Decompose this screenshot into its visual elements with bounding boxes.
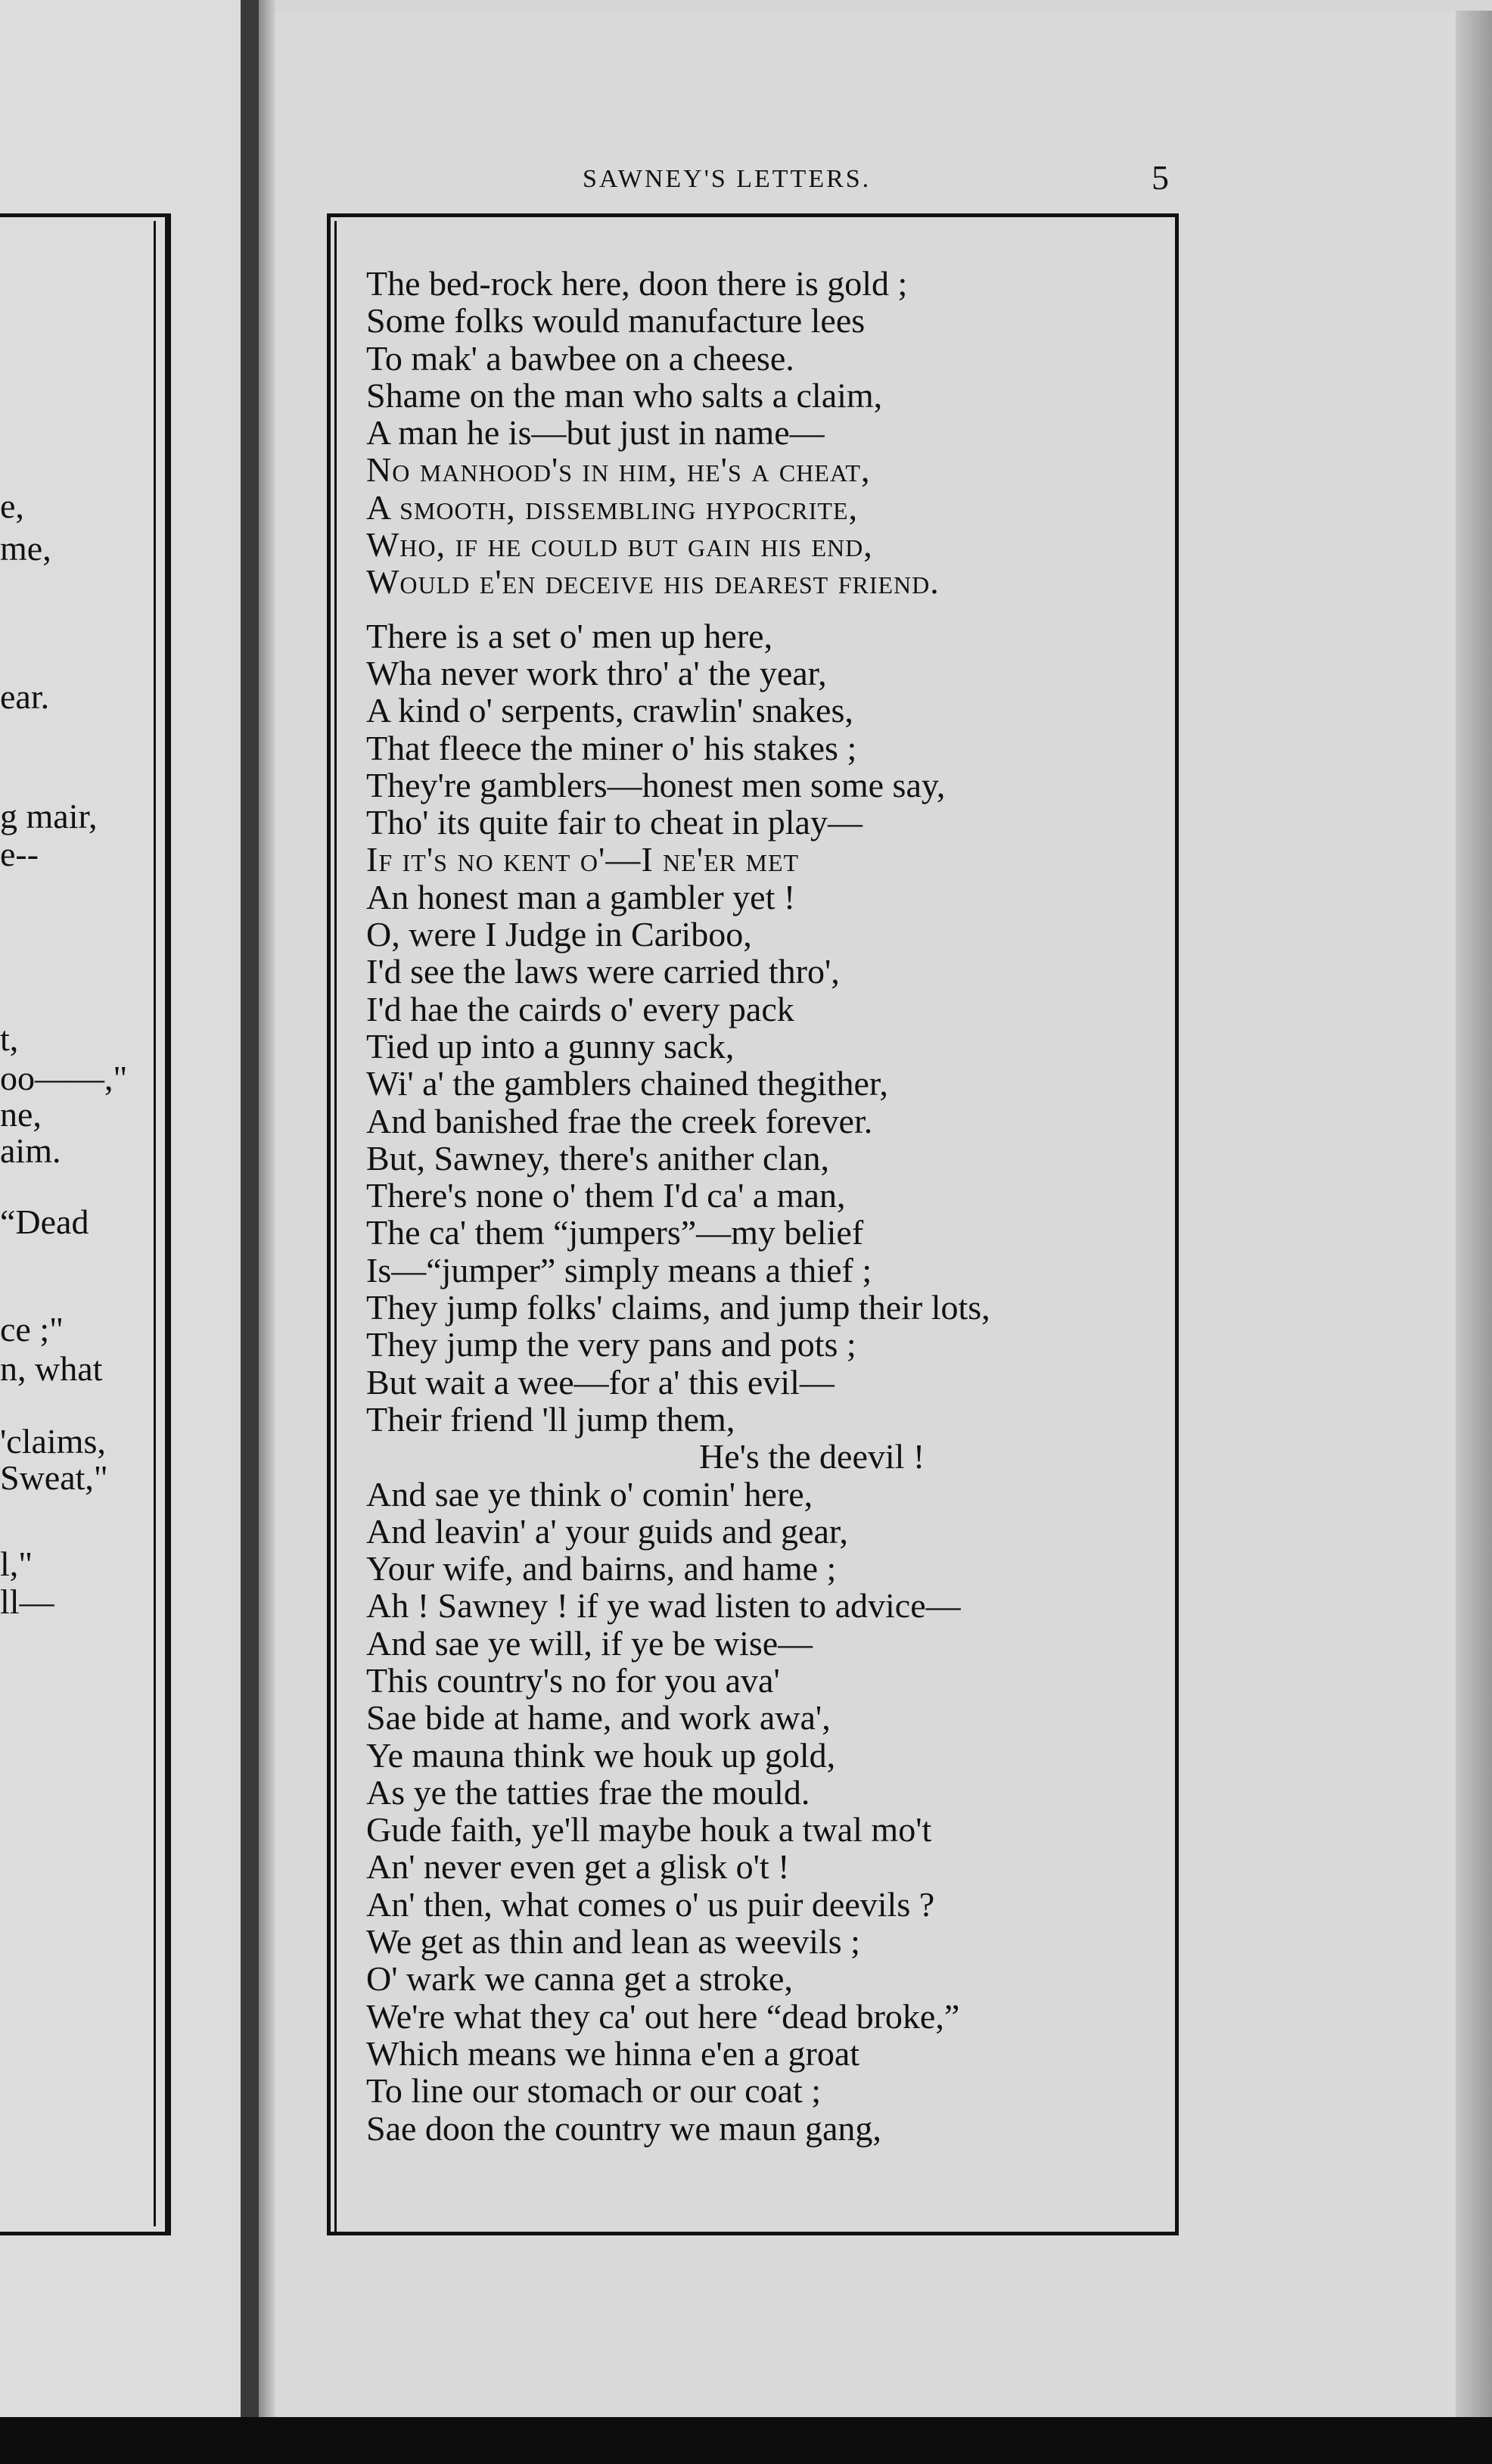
stanza <box>366 618 1168 2147</box>
poem-line: I'd hae the cairds o' every pack <box>366 989 794 1028</box>
left-page-fragment: ll— <box>0 1582 54 1621</box>
book-gutter <box>241 0 259 2417</box>
poem-line: Tho' its quite fair to cheat in play— <box>366 803 863 842</box>
poem-line: But wait a wee—for a' this evil— <box>366 1362 835 1402</box>
left-page-fragment: l," <box>0 1545 33 1583</box>
poem-line: Is—“jumper” simply means a thief ; <box>366 1250 872 1290</box>
poem-line: The ca' them “jumpers”—my belief <box>366 1213 864 1252</box>
poem-line: Ah ! Sawney ! if ye wad listen to advice— <box>366 1586 961 1626</box>
poem-line: Your wife, and bairns, and hame ; <box>366 1549 837 1588</box>
poem-line: Which means we hinna e'en a groat <box>366 2033 860 2073</box>
stanza <box>366 265 1168 601</box>
left-page-fragment: g mair, <box>0 797 98 835</box>
poem-line: An honest man a gambler yet ! <box>366 877 796 916</box>
poem-line: We get as thin and lean as weevils ; <box>366 1922 860 1962</box>
poem-line: And leavin' a' your guids and gear, <box>366 1511 848 1551</box>
left-page <box>0 0 244 2417</box>
poem-line: Sae doon the country we maun gang, <box>366 2108 881 2148</box>
poem-line: I'd see the laws were carried thro', <box>366 952 840 991</box>
poem-line: An' then, what comes o' us puir deevils ? <box>366 1884 935 1924</box>
page-edge <box>1456 11 1492 2417</box>
gutter-shadow <box>259 0 275 2417</box>
page-number: 5 <box>1152 158 1169 197</box>
poem-line: Some folks would manufacture lees <box>366 301 866 341</box>
left-page-fragment: 'claims, <box>0 1422 106 1461</box>
running-head: SAWNEY'S LETTERS. <box>583 165 872 193</box>
poem-line: A smooth, dissembling hypocrite, <box>366 487 858 527</box>
poem-line: Wha never work thro' a' the year, <box>366 653 827 692</box>
left-page-fragment: aim. <box>0 1131 61 1170</box>
poem-line: To line our stomach or our coat ; <box>366 2071 822 2111</box>
left-page-fragment: ne, <box>0 1095 42 1134</box>
poem-line: Tied up into a gunny sack, <box>366 1026 735 1066</box>
left-page-fragment: ce ;" <box>0 1310 64 1349</box>
poem-line: That fleece the miner o' his stakes ; <box>366 728 857 767</box>
left-page-fragment: e-- <box>0 835 39 873</box>
poem-line: O, were I Judge in Cariboo, <box>366 915 752 954</box>
poem-line: Wi' a' the gamblers chained thegither, <box>366 1064 888 1103</box>
poem-line: We're what they ca' out here “dead broke,” <box>366 1996 960 2036</box>
left-page-fragment: t, <box>0 1019 19 1058</box>
left-page-fragment: oo——," <box>0 1059 128 1097</box>
poem-line: This country's no for you ava' <box>366 1660 780 1700</box>
poem-line: And banished frae the creek forever. <box>366 1101 873 1140</box>
poem-line: The bed-rock here, doon there is gold ; <box>366 264 908 303</box>
poem-line: Who, if he could but gain his end, <box>366 525 873 565</box>
poem-line: If it's no kent o'—I ne'er met <box>366 840 800 879</box>
poem-text <box>366 265 1168 2147</box>
poem-line: No manhood's in him, he's a cheat, <box>366 450 871 490</box>
poem-line: A kind o' serpents, crawlin' snakes, <box>366 691 853 730</box>
poem-line: O' wark we canna get a stroke, <box>366 1959 793 1999</box>
poem-line: An' never even get a glisk o't ! <box>366 1847 790 1887</box>
left-page-fragment: ear. <box>0 677 50 716</box>
left-page-fragment: Sweat," <box>0 1458 108 1497</box>
poem-line: There's none o' them I'd ca' a man, <box>366 1176 846 1215</box>
poem-line: There is a set o' men up here, <box>366 616 773 655</box>
poem-line: As ye the tatties frae the mould. <box>366 1772 810 1812</box>
poem-line: To mak' a bawbee on a cheese. <box>366 338 794 378</box>
poem-line: Gude faith, ye'll maybe houk a twal mo't <box>366 1810 932 1850</box>
poem-line: Ye mauna think we houk up gold, <box>366 1735 836 1775</box>
poem-line: Would e'en deceive his dearest friend. <box>366 562 940 602</box>
poem-line: And sae ye will, if ye be wise— <box>366 1623 813 1663</box>
left-page-fragment: “Dead <box>0 1202 89 1241</box>
poem-line: They jump folks' claims, and jump their lots, <box>366 1288 990 1327</box>
left-page-fragment: me, <box>0 529 51 568</box>
poem-line: But, Sawney, there's anither clan, <box>366 1138 830 1178</box>
poem-line: Sae bide at hame, and work awa', <box>366 1698 831 1738</box>
poem-line: They jump the very pans and pots ; <box>366 1325 856 1364</box>
poem-line: They're gamblers—honest men some say, <box>366 765 946 804</box>
poem-line: He's the deevil ! <box>699 1437 925 1476</box>
poem-line: Shame on the man who salts a claim, <box>366 375 883 415</box>
poem-line: A man he is—but just in name— <box>366 413 825 453</box>
left-page-fragment: n, what <box>0 1349 103 1388</box>
poem-line: Their friend 'll jump them, <box>366 1399 735 1439</box>
left-page-fragment: e, <box>0 487 24 525</box>
poem-line: And sae ye think o' comin' here, <box>366 1474 813 1514</box>
